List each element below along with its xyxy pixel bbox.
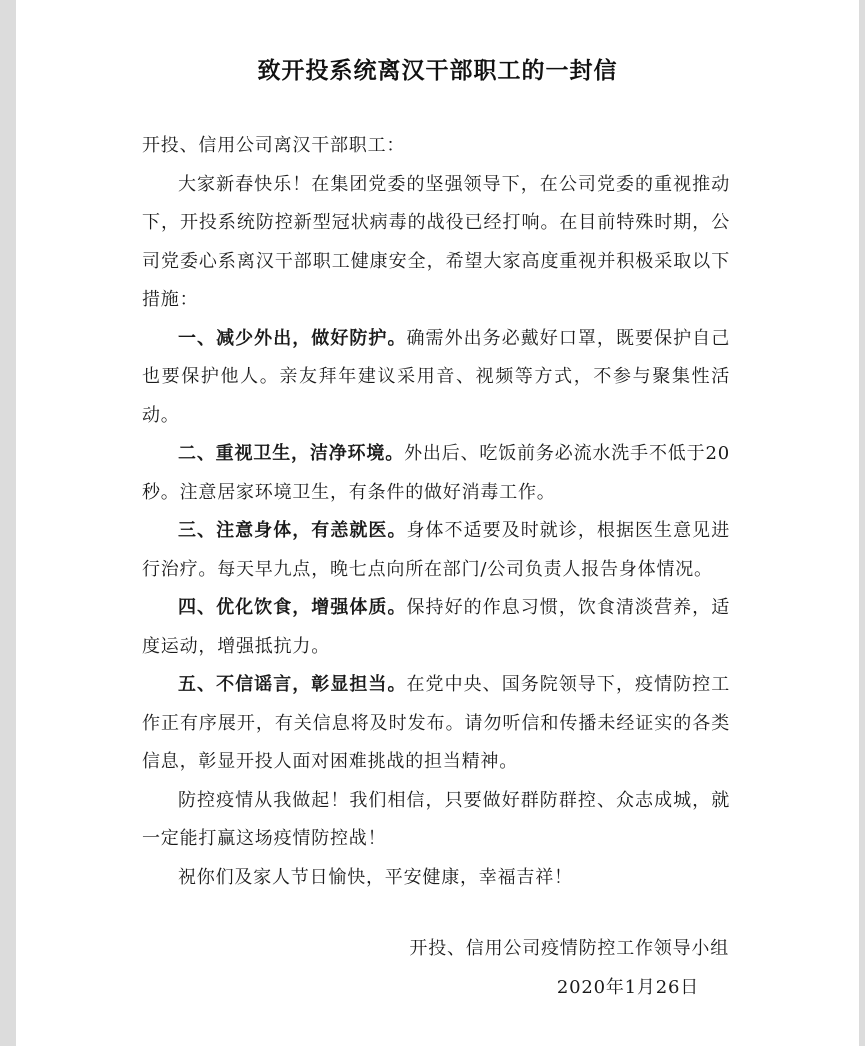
letter-title: 致开投系统离汉干部职工的一封信 bbox=[257, 58, 618, 84]
measure-1-text: 确需外出务必戴好口罩，既要保护自己也要保护他人。亲友拜年建议采用音、视频等方式，不参与聚集性活动。 bbox=[142, 327, 730, 426]
measure-4-heading: 四、优化饮食，增强体质。 bbox=[178, 597, 407, 618]
salutation: 开投、信用公司离汉干部职工： bbox=[142, 135, 406, 156]
letter-body bbox=[142, 127, 730, 897]
measure-2-text: 外出后、吃饭前务必流水洗手不低于20秒。注意居家环境卫生，有条件的做好消毒工作。 bbox=[142, 443, 730, 503]
measure-2 bbox=[142, 435, 730, 512]
intro-paragraph: 大家新春快乐！在集团党委的坚强领导下，在公司党委的重视推动下，开投系统防控新型冠状病毒的战役已经打响。在目前特殊时期，公司党委心系离汉干部职工健康安全，希望大家高度重视并积极采取以下措施： bbox=[142, 173, 730, 310]
measure-4 bbox=[142, 589, 730, 666]
measure-5-heading: 五、不信谣言，彰显担当。 bbox=[178, 674, 407, 695]
measure-1-heading: 一、减少外出，做好防护。 bbox=[178, 327, 407, 349]
letter-date: 2020年1月26日 bbox=[556, 976, 699, 998]
measure-1 bbox=[142, 320, 730, 436]
measure-3-heading: 三、注意身体，有恙就医。 bbox=[178, 520, 407, 541]
measure-2-heading: 二、重视卫生，洁净环境。 bbox=[178, 443, 405, 464]
letter-page bbox=[16, 0, 859, 1046]
measure-4-text: 保持好的作息习惯，饮食清淡营养，适度运动，增强抵抗力。 bbox=[142, 597, 730, 657]
signature-block bbox=[409, 930, 729, 1007]
closing-paragraph-2: 祝你们及家人节日愉快，平安健康，幸福吉祥！ bbox=[178, 866, 573, 888]
measure-3-text: 身体不适要及时就诊，根据医生意见进行治疗。每天早九点，晚七点向所在部门/公司负责人报告身体情况。 bbox=[142, 520, 730, 580]
measure-5 bbox=[142, 666, 730, 782]
closing-paragraph-1: 防控疫情从我做起！我们相信，只要做好群防群控、众志成城，就一定能打赢这场疫情防控战！ bbox=[142, 789, 730, 849]
measure-3 bbox=[142, 512, 730, 589]
signer: 开投、信用公司疫情防控工作领导小组 bbox=[409, 938, 729, 959]
measure-5-text: 在党中央、国务院领导下，疫情防控工作正有序展开，有关信息将及时发布。请勿听信和传播未经证实的各类信息，彰显开投人面对困难挑战的担当精神。 bbox=[142, 674, 730, 772]
